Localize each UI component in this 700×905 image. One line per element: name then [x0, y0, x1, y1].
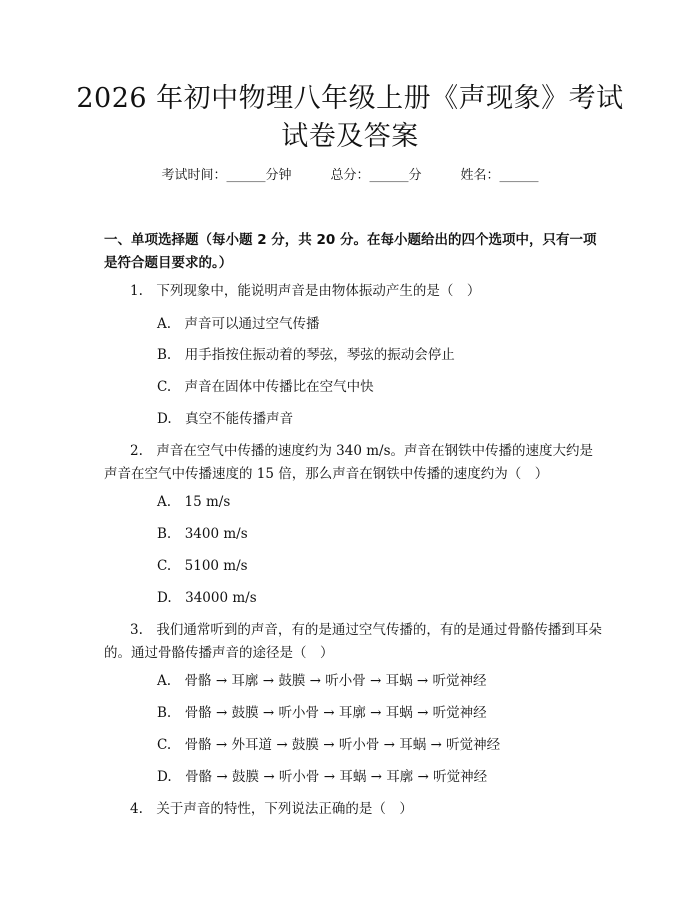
- exam-title-line-1: 2026 年初中物理八年级上册《声现象》考试: [76, 83, 624, 114]
- question-2-option-a: A. 15 m/s: [157, 494, 231, 510]
- question-3-option-c: C. 骨骼 → 外耳道 → 鼓膜 → 听小骨 → 耳蜗 → 听觉神经: [157, 737, 501, 753]
- question-3-stem: 3. 我们通常听到的声音，有的是通过空气传播的，有的是通过骨骼传播到耳朵的。通过骨骼传播声音的途径是（ ）: [104, 622, 602, 661]
- question-2-option-b: B. 3400 m/s: [157, 526, 248, 542]
- exam-meta-info: 考试时间：______分钟 总分：______分 姓名：______: [161, 168, 539, 183]
- section-heading-line-1: 一、单项选择题（每小题 2 分，共 20 分。在每小题给出的四个选项中，只有一项: [104, 232, 597, 248]
- section-heading-line-2: 是符合题目要求的。）: [104, 255, 233, 271]
- question-1-stem: 1. 下列现象中，能说明声音是由物体振动产生的是（ ）: [130, 283, 481, 299]
- question-1-option-a: A. 声音可以通过空气传播: [157, 316, 320, 332]
- question-1-option-c: C. 声音在固体中传播比在空气中快: [157, 379, 374, 395]
- question-1-option-b: B. 用手指按住振动着的琴弦，琴弦的振动会停止: [157, 347, 455, 363]
- question-2-option-d: D. 34000 m/s: [157, 590, 257, 606]
- question-3-option-a: A. 骨骼 → 耳廓 → 鼓膜 → 听小骨 → 耳蜗 → 听觉神经: [157, 673, 487, 689]
- question-1-option-d: D. 真空不能传播声音: [157, 411, 294, 427]
- question-2-stem: 2. 声音在空气中传播的速度约为 340 m/s。声音在钢铁中传播的速度大约是声音在空气中传播速度的 15 倍，那么声音在钢铁中传播的速度约为（ ）: [104, 443, 594, 482]
- question-3-option-d: D. 骨骼 → 鼓膜 → 听小骨 → 耳蜗 → 耳廓 → 听觉神经: [157, 769, 488, 785]
- question-3-option-b: B. 骨骼 → 鼓膜 → 听小骨 → 耳廓 → 耳蜗 → 听觉神经: [157, 705, 487, 721]
- question-2-option-c: C. 5100 m/s: [157, 558, 248, 574]
- exam-title-line-2: 试卷及答案: [281, 121, 419, 152]
- question-4-stem: 4. 关于声音的特性，下列说法正确的是（ ）: [130, 801, 413, 817]
